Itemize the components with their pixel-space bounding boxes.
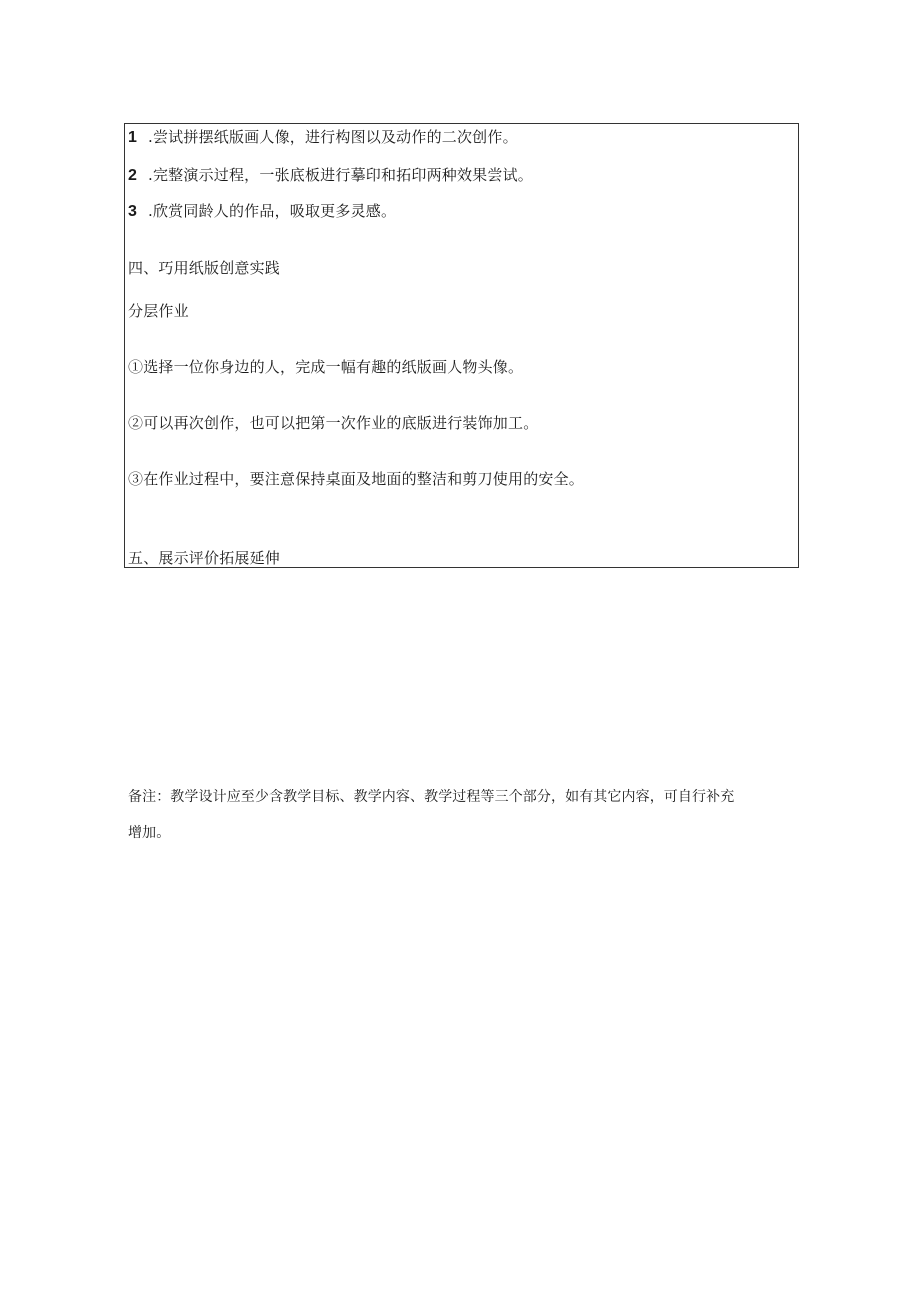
step-number: 3 <box>128 203 138 220</box>
step-number: 1 <box>128 129 138 146</box>
step-1 <box>128 128 518 147</box>
section-four-heading: 四、巧用纸版创意实践 <box>128 259 281 277</box>
homework-item-3: ③在作业过程中，要注意保持桌面及地面的整洁和剪刀使用的安全。 <box>128 470 585 488</box>
lesson-plan-table <box>124 123 799 568</box>
section-five-heading: 五、展示评价拓展延伸 <box>128 549 281 567</box>
homework-item-1: ①选择一位你身边的人，完成一幅有趣的纸版画人物头像。 <box>128 358 524 376</box>
step-text: .尝试拼摆纸版画人像，进行构图以及动作的二次创作。 <box>148 128 518 146</box>
step-2 <box>128 166 533 185</box>
step-text: .完整演示过程，一张底板进行摹印和拓印两种效果尝试。 <box>148 166 533 184</box>
homework-heading: 分层作业 <box>128 302 189 320</box>
note-line-1: 备注：教学设计应至少含教学目标、教学内容、教学过程等三个部分，如有其它内容，可自行补充 <box>128 789 735 805</box>
step-3 <box>128 202 396 221</box>
step-text: .欣赏同龄人的作品，吸取更多灵感。 <box>148 202 397 220</box>
note-line-2: 增加。 <box>128 825 171 841</box>
step-number: 2 <box>128 167 138 184</box>
homework-item-2: ②可以再次创作，也可以把第一次作业的底版进行装饰加工。 <box>128 414 539 432</box>
